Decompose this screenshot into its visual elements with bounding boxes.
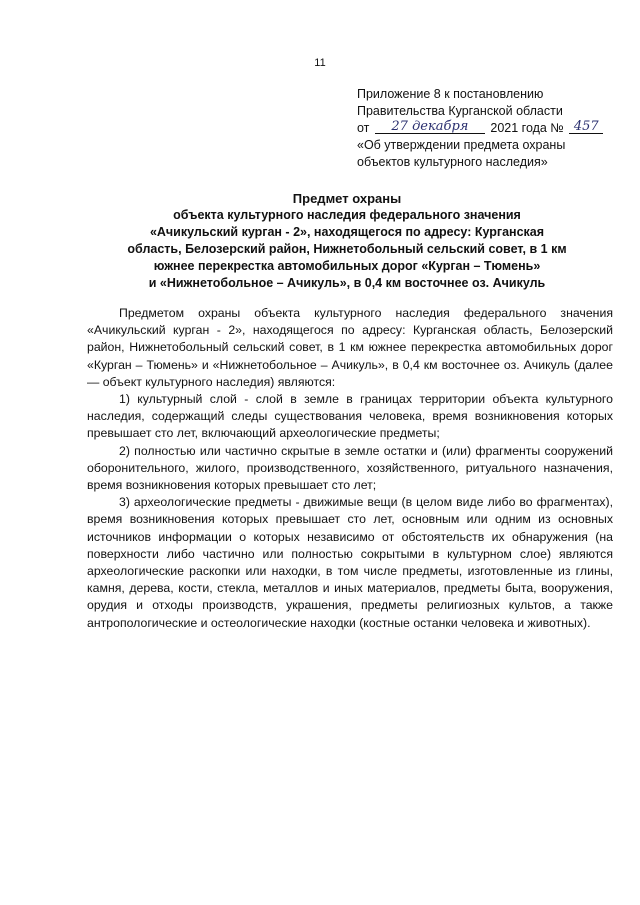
appendix-year-text: 2021 года № <box>490 121 564 135</box>
handwritten-date: 27 декабря <box>391 119 469 134</box>
appendix-line-5: объектов культурного наследия» <box>357 155 548 169</box>
document-body <box>87 305 613 632</box>
body-item-1: 1) культурный слой - слой в земле в границах территории объекта культурного наследия, содержащий следы существования человека, время возникновения которых превышает сто лет, включающий археологические предметы; <box>87 392 613 441</box>
title-line-4: область, Белозерский район, Нижнетобольный сельский совет, в 1 км <box>127 242 567 256</box>
body-item-3: 3) археологические предметы - движимые вещи (в целом виде либо во фрагментах), время возникновения которых превышает сто лет, основным или одним из основных источников информации о которых независимо от обстоятельств их обнаружения (на поверхности либо частично или полностью сокрытыми в культурном слое) являются археологические раскопки или находки, в том числе предметы, изготовленные из глины, камня, дерева, кости, стекла, металлов и иных материалов, предметы быта, вооружения, орудия и отходы производств, украшения, предметы религиозных культов, а также антропологические и остеологические находки (костные останки человека и животных). <box>87 495 613 630</box>
appendix-line-2: Правительства Курганской области <box>357 104 563 118</box>
title-line-2: объекта культурного наследия федерального значения <box>173 208 521 222</box>
appendix-line-4: «Об утверждении предмета охраны <box>357 138 566 152</box>
body-item-2: 2) полностью или частично скрытые в земле остатки и (или) фрагменты сооружений оборонительного, жилого, производственного, хозяйственного, ритуального назначения, время возникновения которых превышает сто лет; <box>87 443 613 493</box>
appendix-date-prefix: от <box>357 121 370 135</box>
title-line-3: «Ачикульский курган - 2», находящегося по адресу: Курганская <box>149 225 545 239</box>
title-line-6: и «Нижнетобольное – Ачикуль», в 0,4 км восточнее оз. Ачикуль <box>148 276 546 290</box>
handwritten-date-field <box>373 120 487 137</box>
handwritten-number-field <box>567 120 605 137</box>
body-intro-paragraph: Предметом охраны объекта культурного наследия федерального значения «Ачикульский курган - 2», находящегося по адресу: Курганская область, Белозерский район, Нижнетобольный сельский совет, в 1 км южнее перекрестка автомобильных дорог «Курган – Тюмень» и «Нижнетобольное – Ачикуль», в 0,4 км восточнее оз. Ачикуль (далее — объект культурного наследия) являются: <box>87 306 613 389</box>
title-line-5: южнее перекрестка автомобильных дорог «Курган – Тюмень» <box>153 259 541 273</box>
appendix-header <box>357 86 627 171</box>
title-line-1: Предмет охраны <box>292 191 402 206</box>
handwritten-number: 457 <box>573 119 599 134</box>
appendix-line-1: Приложение 8 к постановлению <box>357 87 544 101</box>
appendix-date-line <box>357 120 627 137</box>
page-number: 11 <box>314 57 326 69</box>
document-title <box>92 190 602 292</box>
